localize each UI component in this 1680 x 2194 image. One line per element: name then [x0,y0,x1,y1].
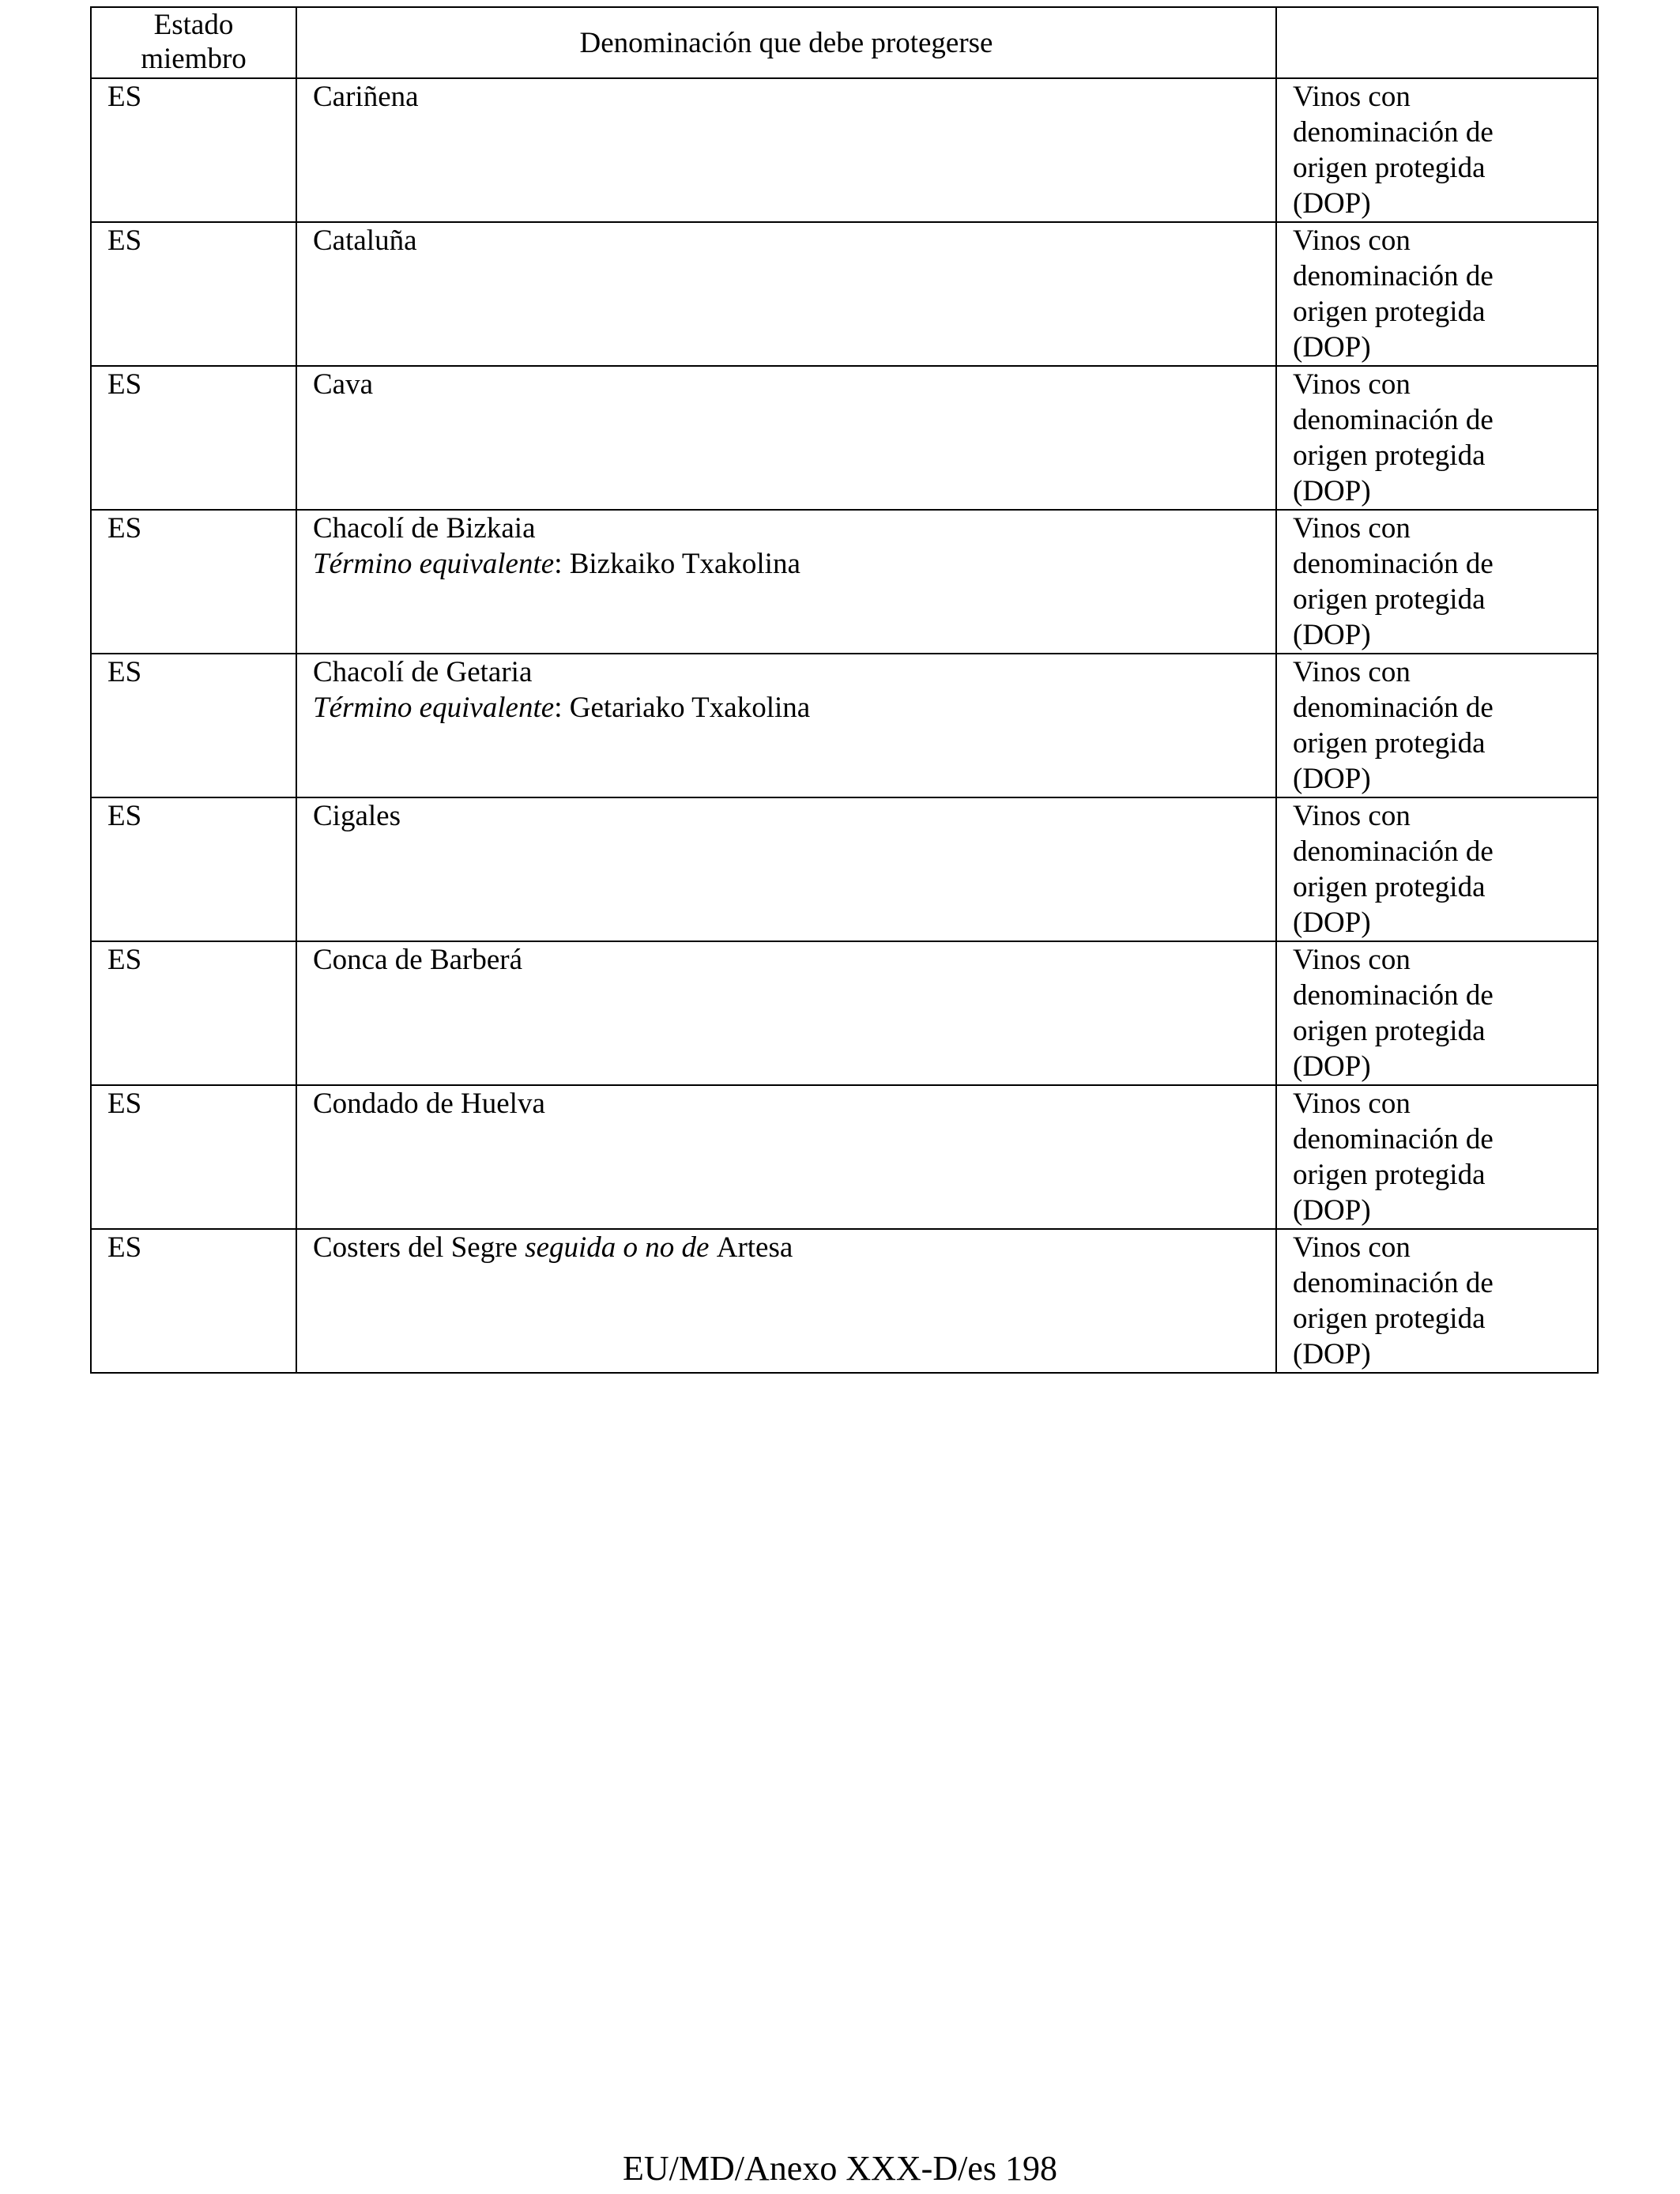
cell-category: Vinos con denominación de origen protegida (DOP) [1276,1085,1598,1229]
table-row [91,941,1598,1085]
cell-member-state: ES [91,78,296,222]
header-member-state: Estado miembro [91,7,296,78]
protected-name: Cava [313,368,374,401]
table-row [91,1229,1598,1373]
cell-member-state: ES [91,366,296,510]
cell-member-state: ES [91,1085,296,1229]
protected-name: Chacolí de Getaria [313,656,533,688]
protected-name-connector: seguida o no de [517,1231,717,1264]
equivalent-term [313,546,1275,582]
protected-name: Cigales [313,800,401,832]
cell-protected-name [296,941,1276,1085]
cell-category: Vinos con denominación de origen protegida (DOP) [1276,1229,1598,1373]
cell-protected-name [296,797,1276,941]
cell-protected-name [296,1229,1276,1373]
protected-name: Condado de Huelva [313,1088,545,1120]
cell-category: Vinos con denominación de origen protegida (DOP) [1276,797,1598,941]
cell-protected-name [296,654,1276,797]
cell-protected-name [296,1085,1276,1229]
protected-name: Costers del Segre seguida o no de Artesa [313,1231,793,1264]
equivalent-term-value: : Getariako Txakolina [554,692,811,724]
cell-category: Vinos con denominación de origen protegida (DOP) [1276,222,1598,366]
protected-name: Cariñena [313,81,419,113]
cell-protected-name [296,222,1276,366]
cell-category: Vinos con denominación de origen protegida (DOP) [1276,366,1598,510]
table-row [91,222,1598,366]
cell-member-state: ES [91,797,296,941]
cell-member-state: ES [91,941,296,1085]
protected-name: Chacolí de Bizkaia [313,512,536,545]
table-row [91,1085,1598,1229]
equivalent-term-value: : Bizkaiko Txakolina [554,548,800,580]
equivalent-term [313,690,1275,726]
equivalent-term-label: Término equivalente [313,692,555,724]
protected-names-table [90,6,1599,1374]
cell-member-state: ES [91,510,296,654]
table-row [91,510,1598,654]
cell-member-state: ES [91,222,296,366]
table-header-row [91,7,1598,78]
protected-name-suffix: Artesa [716,1231,793,1264]
table-row [91,654,1598,797]
cell-category: Vinos con denominación de origen protegida (DOP) [1276,78,1598,222]
table-row [91,797,1598,941]
table-row [91,366,1598,510]
header-protected-name: Denominación que debe protegerse [296,7,1276,78]
cell-protected-name [296,366,1276,510]
cell-member-state: ES [91,1229,296,1373]
table-row [91,78,1598,222]
cell-protected-name [296,510,1276,654]
cell-member-state: ES [91,654,296,797]
page-footer-reference: EU/MD/Anexo XXX-D/es 198 [623,2149,1057,2188]
cell-category: Vinos con denominación de origen protegida (DOP) [1276,654,1598,797]
cell-protected-name [296,78,1276,222]
protected-name: Cataluña [313,224,417,257]
equivalent-term-label: Término equivalente [313,548,555,580]
cell-category: Vinos con denominación de origen protegida (DOP) [1276,510,1598,654]
cell-category: Vinos con denominación de origen protegida (DOP) [1276,941,1598,1085]
protected-name: Conca de Barberá [313,944,523,976]
header-category [1276,7,1598,78]
